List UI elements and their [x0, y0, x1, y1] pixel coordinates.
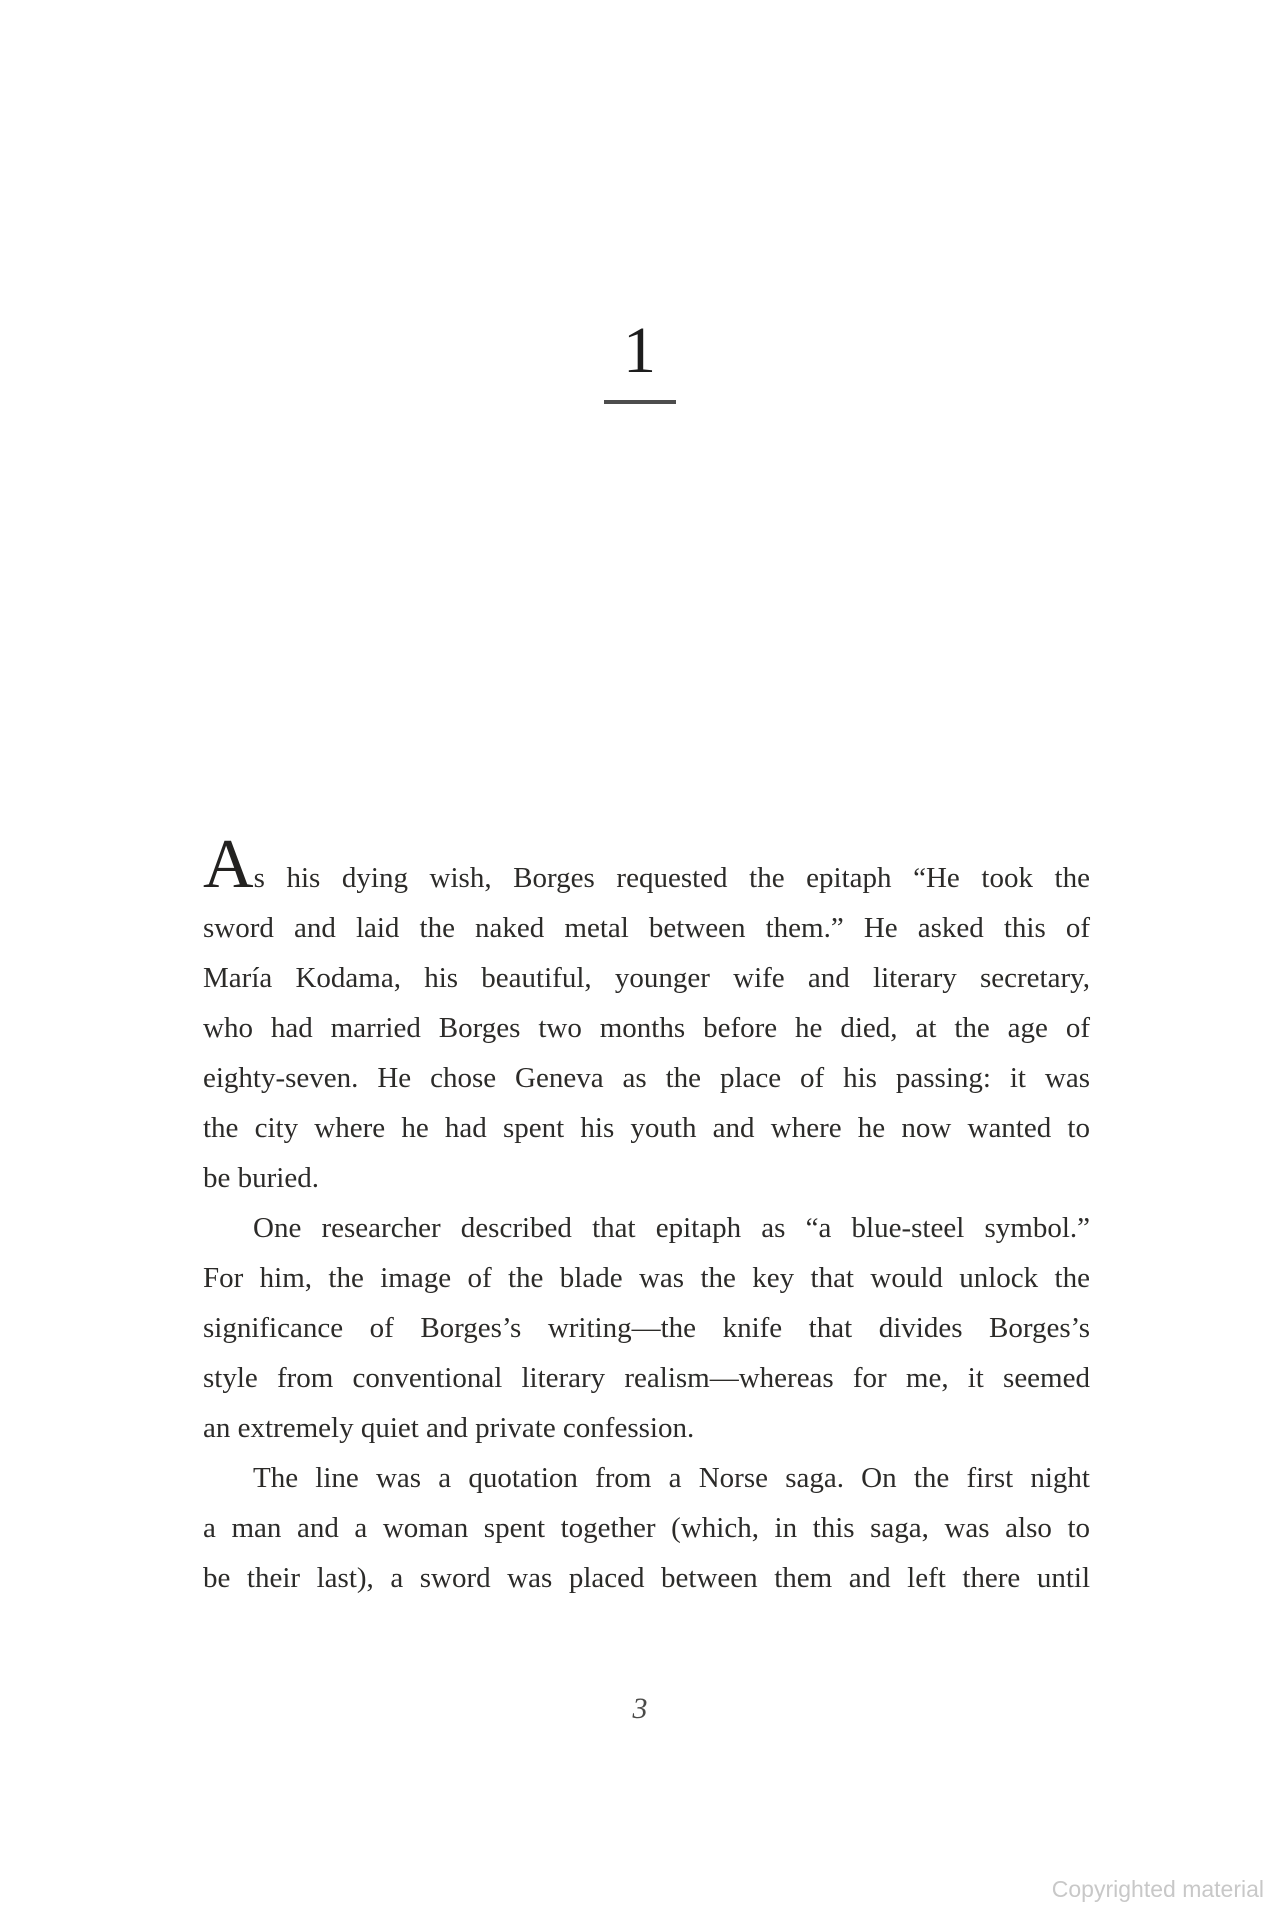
- chapter-rule: [604, 400, 676, 404]
- text-line: be their last), a sword was placed between them and left there until: [203, 1562, 1090, 1594]
- text-line: be buried.: [203, 1162, 319, 1194]
- page-number: 3: [632, 1692, 648, 1725]
- copyright-notice: Copyrighted material: [1051, 1876, 1264, 1902]
- chapter-number: 1: [623, 314, 657, 387]
- text-line: an extremely quiet and private confession.: [203, 1412, 695, 1444]
- text-line-rest: s his dying wish, Borges requested the epitaph “He took the: [253, 862, 1090, 894]
- text-line: the city where he had spent his youth and where he now wanted to: [203, 1112, 1090, 1144]
- initial-cap: A: [203, 826, 254, 903]
- text-line: a man and a woman spent together (which, in this saga, was also to: [203, 1512, 1090, 1544]
- text-line: For him, the image of the blade was the key that would unlock the: [203, 1262, 1090, 1294]
- text-line: One researcher described that epitaph as “a blue-steel symbol.”: [253, 1212, 1090, 1244]
- text-line: style from conventional literary realism—whereas for me, it seemed: [203, 1362, 1090, 1394]
- text-line: who had married Borges two months before he died, at the age of: [203, 1012, 1090, 1044]
- text-line: eighty-seven. He chose Geneva as the place of his passing: it was: [203, 1062, 1090, 1094]
- text-line: sword and laid the naked metal between them.” He asked this of: [203, 912, 1090, 944]
- text-line: significance of Borges’s writing—the knife that divides Borges’s: [203, 1312, 1090, 1344]
- body-text: [203, 826, 1090, 1603]
- chapter-heading: [0, 316, 1280, 404]
- text-line: The line was a quotation from a Norse saga. On the first night: [253, 1462, 1090, 1494]
- text-line: María Kodama, his beautiful, younger wife and literary secretary,: [203, 962, 1090, 994]
- text-line: [203, 826, 1090, 903]
